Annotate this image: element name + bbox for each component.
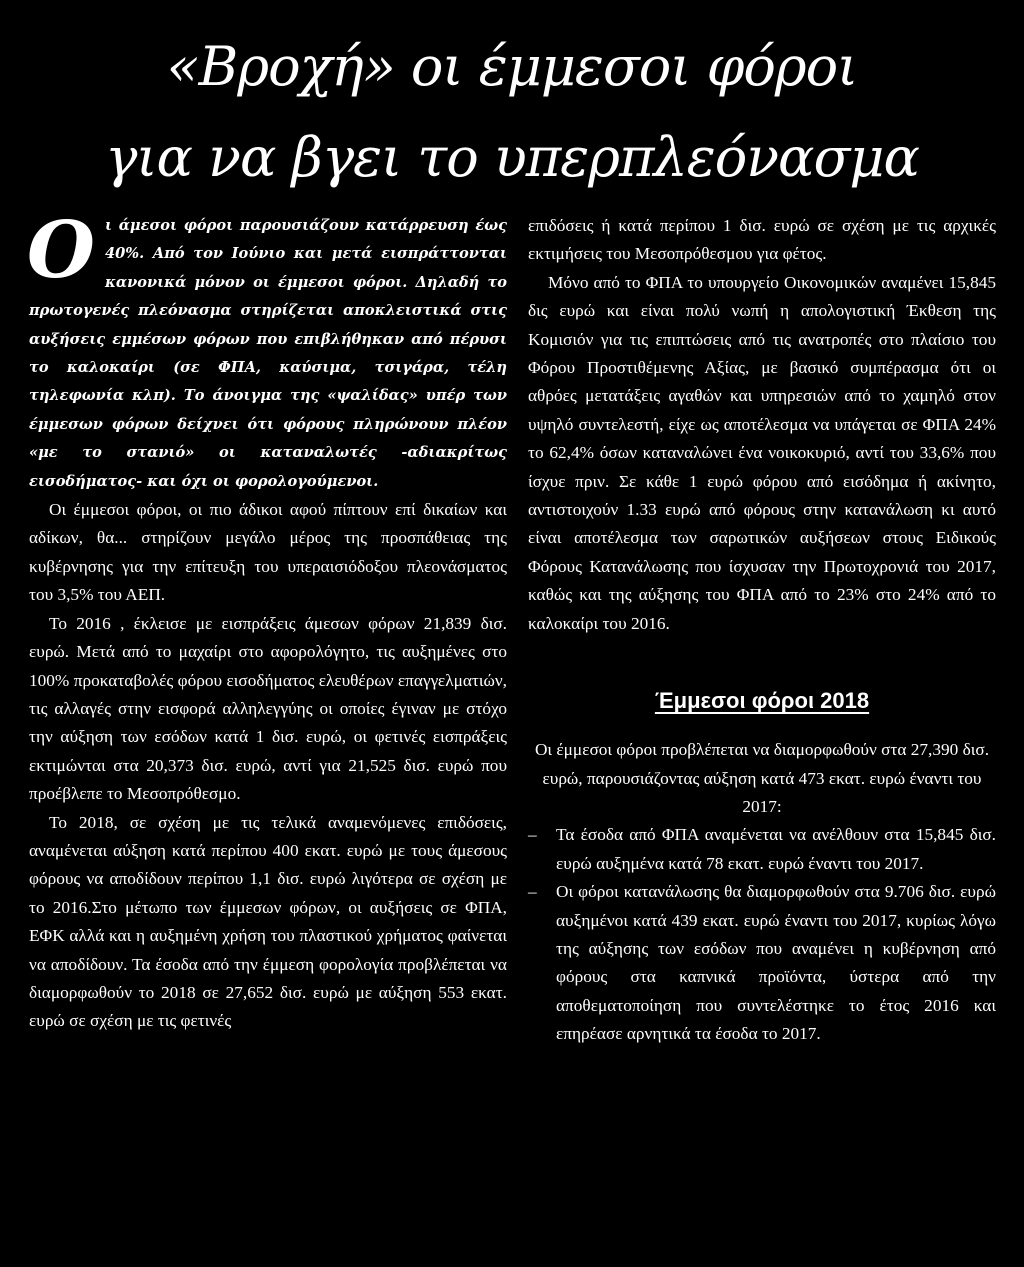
left-column xyxy=(27,205,507,1036)
body-paragraph-1: Οι έμμεσοι φόροι, οι πιο άδικοι αφού πίπτουν επί δικαίων και αδίκων, θα... στηρίζουν μεγάλο μέρος της προσπάθειας της κυβέρνησης για την επίτευξη του υπεραισιόδοξου πλεονάσματος του 3,5% του ΑΕΠ. xyxy=(29,500,507,605)
drop-cap: Ο xyxy=(27,205,95,296)
list-item-text: Τα έσοδα από ΦΠΑ αναμένεται να ανέλθουν στα 15,845 δισ. ευρώ αυξημένα κατά 78 εκατ. ευρώ έναντι του 2017. xyxy=(556,825,996,873)
section-subheading: Έμμεσοι φόροι 2018 xyxy=(654,688,870,714)
lead-text: ι άμεσοι φόροι παρουσιάζουν κατάρρευση έως 40%. Από τον Ιούνιο και μετά εισπράττονται κανονικά μόνον οι έμμεσοι φόροι. Δηλαδή το πρωτογενές πλεόνασμα στηρίζεται αποκλειστικά στις αυξήσεις εμμέσων φόρων που επιβλήθηκαν από πέρυσι το καλοκαίρι (σε ΦΠΑ, καύσιμα, τσιγάρα, τέλη τηλεφωνία κλπ). Το άνοιγμα της «ψαλίδας» υπέρ των έμμεσων φόρων δείχνει ότι φόρους πληρώνουν πλέον «με το στανιό» οι καταναλωτές -αδιακρίτως εισοδήματος- και όχι οι φορολογούμενοι. xyxy=(29,217,507,490)
list-item xyxy=(528,878,996,1048)
body-paragraph-3: Το 2018, σε σχέση με τις τελικά αναμενόμενες επιδόσεις, αναμένεται αύξηση κατά περίπου 400 εκατ. ευρώ με τους άμεσους φόρους να αποδίδουν περίπου 1,1 δισ. ευρώ λιγότερα σε σχέση με το 2016.Στο μέτωπο των έμμεσων φόρων, οι αυξήσεις σε ΦΠΑ, ΕΦΚ αλλά και η αυξημένη χρήση του πλαστικού χρήματος φαίνεται να αποδίδουν. Τα έσοδα από την έμμεση φορολογία προβλέπεται να διαμορφωθούν το 2018 σε 27,652 δισ. ευρώ με αύξηση 553 εκατ. ευρώ σε σχέση με τις φετινές xyxy=(29,812,507,1031)
section-intro: Οι έμμεσοι φόροι προβλέπεται να διαμορφωθούν στα 27,390 δισ. ευρώ, παρουσιάζοντας αύξηση κατά 473 εκατ. ευρώ έναντι του 2017: xyxy=(534,740,990,816)
list-dash: – xyxy=(528,825,537,845)
list-dash: – xyxy=(528,882,537,902)
list-item-text: Οι φόροι κατανάλωσης θα διαμορφωθούν στα 9.706 δισ. ευρώ αυξημένοι κατά 439 εκατ. ευρώ έναντι του 2017, κυρίως λόγω της αύξησης των εσόδων που αναμένει η κυβέρνηση από φόρους στα καπνικά προϊόντα, ύστερα από την αποθεματοποίηση που συντελέστηκε το έτος 2016 και επηρέασε αρνητικά τα έσοδα το 2017. xyxy=(556,882,996,1044)
body-paragraph-4: Μόνο από το ΦΠΑ το υπουργείο Οικονομικών αναμένει 15,845 δις ευρώ και είναι πολύ νωπή η απολογιστική Έκθεση της Κομισιόν για τις επιπτώσεις από τις ανατροπές στο πλαίσιο του Φόρου Προστιθέμενης Αξίας, με βασικό συμπέρασμα ότι οι αθρόες μετατάξεις αγαθών και υπηρεσιών από το χαμηλό στον υψηλό συντελεστή, είχε ως αποτέλεσμα να υπάγεται σε ΦΠΑ 24% το 62,4% όσων καταναλώνει ένα νοικοκυριό, αντί του 33,6% που ίσχυε πριν. Σε κάθε 1 ευρώ φόρου από εισόδημα ή ακίνητο, αντιστοιχούν 1.33 ευρώ από φόρους στην κατανάλωση κι αυτό είναι αποτέλεσμα των σαρωτικών αυξήσεων στους Ειδικούς Φόρους Κατανάλωσης που ίσχυσαν την Πρωτοχρονιά του 2017, καθώς και της αύξησης του ΦΠΑ από το 23% στο 24% από το καλοκαίρι του 2016. xyxy=(528,272,996,633)
body-paragraph-continued: επιδόσεις ή κατά περίπου 1 δισ. ευρώ σε σχέση με τις αρχικές εκτιμήσεις του Μεσοπρόθεσμου για φέτος. xyxy=(528,216,996,264)
list-item xyxy=(528,821,996,878)
headline-line-2: για να βγει το υπερπλεόνασμα xyxy=(105,126,919,189)
lead-paragraph xyxy=(27,205,507,496)
headline-line-1: «Βροχή» οι έμμεσοι φόροι xyxy=(166,35,858,98)
right-column xyxy=(528,212,996,1049)
body-paragraph-2: Το 2016 , έκλεισε με εισπράξεις άμεσων φόρων 21,839 δισ. ευρώ. Μετά από το μαχαίρι στο αφορολόγητο, τις αυξημένες στο 100% προκαταβολές φόρου εισοδήματος ελευθέρων επαγγελματιών, τις αλλαγές στην εισφορά αλληλεγγύης οι οποίες έγιναν με στόχο την αύξηση των εσόδων κατά 1 δισ. ευρώ, οι φετινές εισπράξεις εκτιμώνται στα 20,373 δισ. ευρώ, αντί για 21,525 δισ. ευρώ που προέβλεπε το Μεσοπρόθεσμο. xyxy=(29,613,507,804)
